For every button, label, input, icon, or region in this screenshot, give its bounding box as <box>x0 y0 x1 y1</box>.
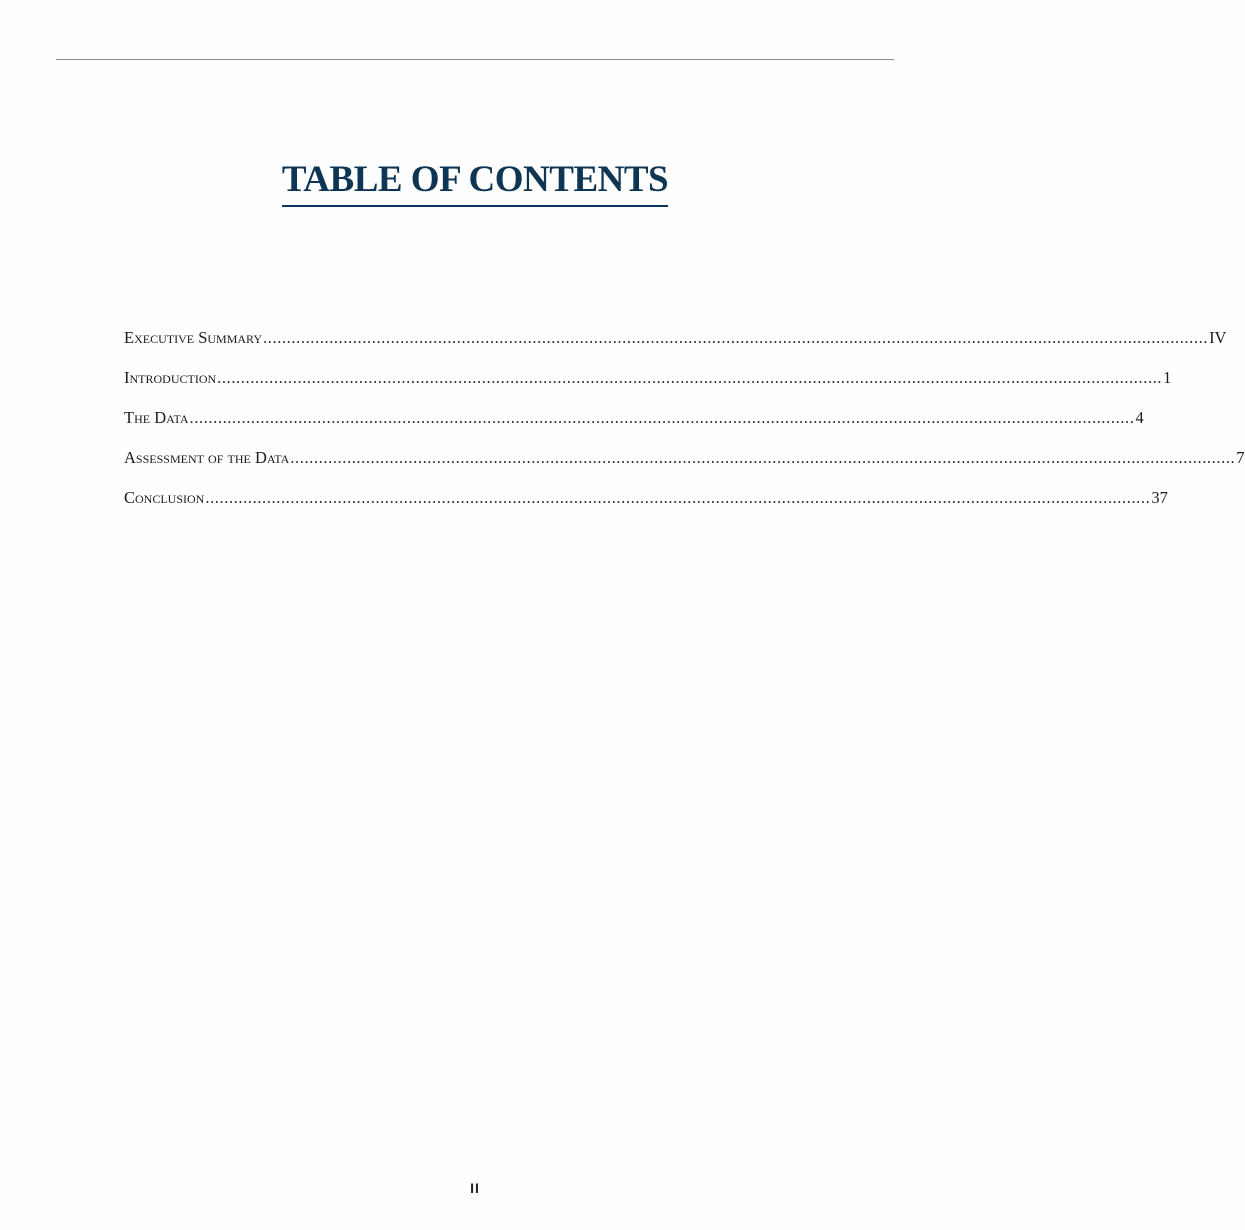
toc-dot-leader: ........................................................................................................................................................................................................ <box>205 488 1151 507</box>
toc-dot-leader: ........................................................................................................................................................................................................ <box>263 328 1209 347</box>
toc-entry-page: 37 <box>1151 488 1168 507</box>
toc-entry-page: 7 <box>1236 448 1245 467</box>
toc-entry-assessment-of-the-data[interactable] <box>124 448 1245 488</box>
table-of-contents <box>124 328 1245 528</box>
toc-dot-leader: ........................................................................................................................................................................................................ <box>217 368 1163 387</box>
toc-entry-page: 4 <box>1135 408 1144 427</box>
toc-entry-page: IV <box>1209 328 1227 347</box>
page-number: II <box>470 1180 480 1196</box>
header-rule <box>56 59 894 60</box>
toc-dot-leader: ........................................................................................................................................................................................................ <box>290 448 1236 467</box>
page-title: TABLE OF CONTENTS <box>282 158 668 207</box>
toc-dot-leader: ........................................................................................................................................................................................................ <box>189 408 1135 427</box>
toc-entry-page: 1 <box>1163 368 1172 387</box>
toc-entry-label: Introduction <box>124 368 217 387</box>
title-container <box>0 158 950 207</box>
toc-entry-executive-summary[interactable] <box>124 328 1227 368</box>
toc-entry-label: Assessment of the Data <box>124 448 290 467</box>
toc-entry-label: Executive Summary <box>124 328 263 347</box>
toc-entry-label: Conclusion <box>124 488 205 507</box>
toc-entry-the-data[interactable] <box>124 408 1144 448</box>
toc-entry-introduction[interactable] <box>124 368 1172 408</box>
toc-entry-conclusion[interactable] <box>124 488 1168 528</box>
toc-entry-label: The Data <box>124 408 189 427</box>
